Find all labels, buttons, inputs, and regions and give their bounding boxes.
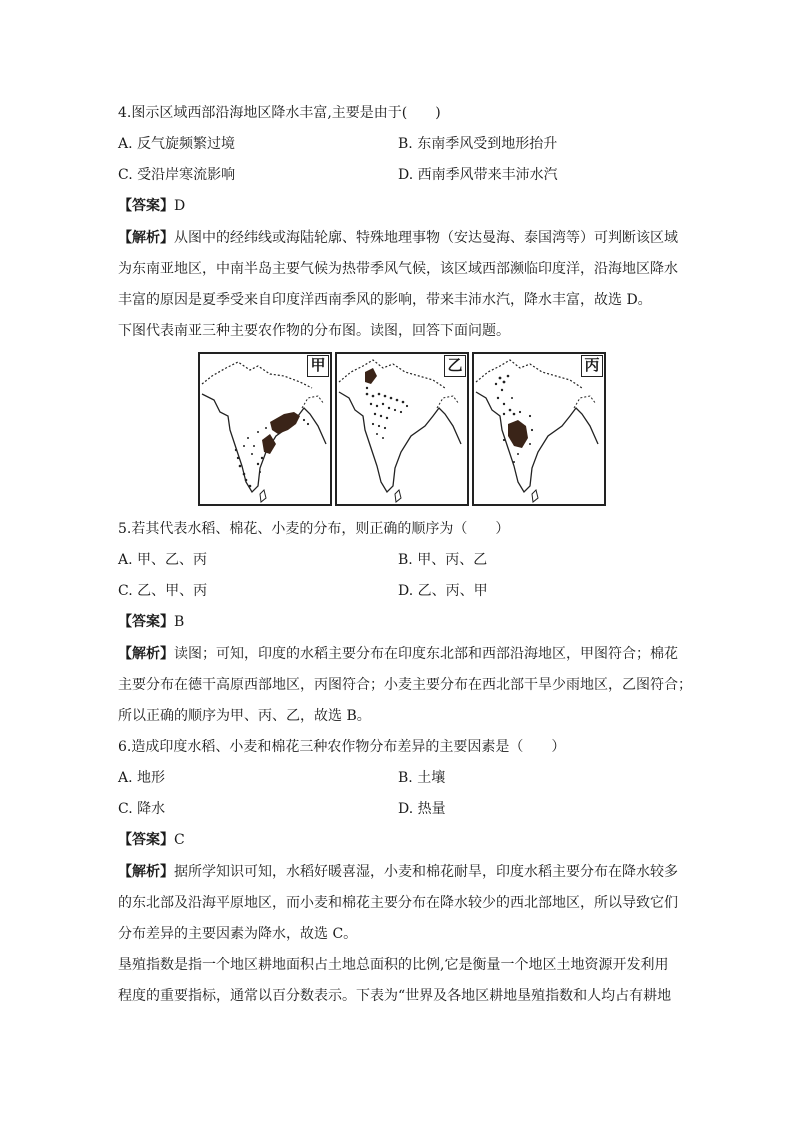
- q4-stem: 4.图示区域西部沿海地区降水丰富,主要是由于( ): [118, 105, 441, 121]
- q5-analysis-line-1: [118, 644, 678, 664]
- q7-intro-line-2: 程度的重要指标，通常以百分数表示。下表为“世界及各地区耕地垦殖指数和人均占有耕地: [118, 988, 672, 1004]
- q4-option-c: C. 受沿岸寒流影响: [118, 167, 236, 183]
- q4-analysis-line-2: 为东南亚地区，中南半岛主要气候为热带季风气候，该区域西部濒临印度洋，沿海地区降水: [118, 261, 678, 277]
- q4-option-d: D. 西南季风带来丰沛水汽: [398, 167, 558, 183]
- q6-analysis-text-1: 据所学知识可知，水稻好暖喜湿，小麦和棉花耐旱，印度水稻主要分布在降水较多: [174, 864, 678, 880]
- q6-analysis-line-1: [118, 862, 678, 882]
- q4-analysis-text-1: 从图中的经纬线或海陆轮廓、特殊地理事物（安达曼海、泰国湾等）可判断该区域: [174, 230, 678, 246]
- q6-stem: 6.造成印度水稻、小麦和棉花三种农作物分布差异的主要因素是（ ）: [118, 739, 566, 755]
- q5-answer-tag: 【答案】: [118, 614, 174, 630]
- map-label-yi: 乙: [444, 355, 466, 377]
- q6-analysis-line-3: 分布差异的主要因素为降水，故选 C。: [118, 926, 358, 942]
- map-yi: [335, 352, 469, 506]
- q6-analysis-line-2: 的东北部及沿海平原地区，而小麦和棉花主要分布在降水较少的西北部地区，所以导致它们: [118, 895, 678, 911]
- map-jia: [198, 352, 332, 506]
- q5-analysis-text-1: 读图；可知，印度的水稻主要分布在印度东北部和西部沿海地区，甲图符合；棉花: [174, 646, 678, 662]
- q5-option-a: A. 甲、乙、丙: [118, 552, 208, 568]
- map-label-bing: 丙: [581, 355, 603, 377]
- q6-option-b: B. 土壤: [398, 770, 446, 786]
- q5-analysis-line-3: 所以正确的顺序为甲、丙、乙，故选 B。: [118, 708, 371, 724]
- q5-answer: [118, 612, 184, 632]
- q4-analysis-tag: 【解析】: [118, 230, 174, 246]
- maps-intro: 下图代表南亚三种主要农作物的分布图。读图，回答下面问题。: [118, 323, 510, 339]
- q4-option-a: A. 反气旋频繁过境: [118, 136, 236, 152]
- q4-answer: [118, 196, 185, 216]
- q6-answer: [118, 830, 185, 850]
- q4-option-b: B. 东南季风受到地形抬升: [398, 136, 558, 152]
- q6-answer-value: C: [174, 832, 185, 848]
- q5-stem: 5.若其代表水稻、棉花、小麦的分布，则正确的顺序为（ ）: [118, 521, 510, 537]
- q6-option-d: D. 热量: [398, 801, 446, 817]
- crop-distribution-maps: [198, 352, 606, 506]
- q6-option-a: A. 地形: [118, 770, 166, 786]
- q5-analysis-line-2: 主要分布在德干高原西部地区，丙图符合；小麦主要分布在西北部干旱少雨地区，乙图符合；: [118, 677, 692, 693]
- q5-option-b: B. 甲、丙、乙: [398, 552, 488, 568]
- map-label-jia: 甲: [307, 355, 329, 377]
- q5-answer-value: B: [174, 614, 185, 630]
- q5-option-d: D. 乙、丙、甲: [398, 583, 488, 599]
- q6-answer-tag: 【答案】: [118, 832, 174, 848]
- q4-answer-value: D: [174, 198, 186, 214]
- q4-analysis-line-1: [118, 228, 678, 248]
- q4-answer-tag: 【答案】: [118, 198, 174, 214]
- q7-intro-line-1: 垦殖指数是指一个地区耕地面积占土地总面积的比例,它是衡量一个地区土地资源开发利用: [118, 957, 669, 973]
- q6-option-c: C. 降水: [118, 801, 166, 817]
- q6-analysis-tag: 【解析】: [118, 864, 174, 880]
- q5-option-c: C. 乙、甲、丙: [118, 583, 208, 599]
- q4-analysis-line-3: 丰富的原因是夏季受来自印度洋西南季风的影响，带来丰沛水汽，降水丰富，故选 D。: [118, 292, 652, 308]
- map-bing: [472, 352, 606, 506]
- q5-analysis-tag: 【解析】: [118, 646, 174, 662]
